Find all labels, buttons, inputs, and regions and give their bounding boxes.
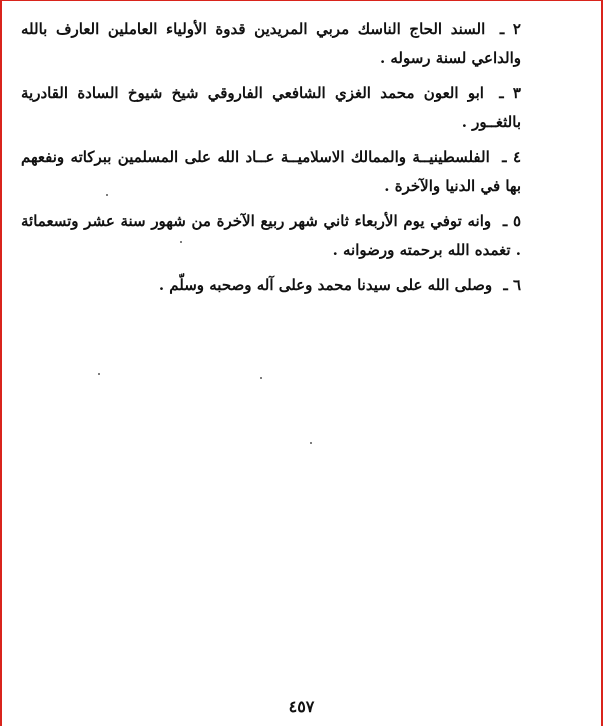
- item-number: ٥ ـ: [502, 212, 521, 230]
- item-text: وصلى الله على سيدنا محمد وعلى آله وصحبه وسلّم .: [158, 276, 493, 294]
- scan-speck: [260, 377, 262, 379]
- scan-speck: [106, 194, 108, 196]
- item-number: ٢ ـ: [499, 20, 521, 38]
- scan-speck: [310, 442, 312, 444]
- item-text: السند الحاج الناسك مربي المريدين قدوة الأولياء العاملين العارف بالله والداعي لسنة رسوله .: [21, 20, 521, 67]
- page-number: ٤٥٧: [288, 697, 315, 716]
- item-number: ٦ ـ: [503, 276, 521, 294]
- scan-speck: [180, 241, 182, 243]
- text-body: [21, 15, 521, 306]
- list-item: [21, 207, 521, 265]
- item-number: ٣ ـ: [499, 84, 521, 102]
- item-number: ٤ ـ: [502, 148, 521, 166]
- list-item: [21, 271, 521, 300]
- item-text: ابو العون محمد الغزي الشافعي الفاروقي شيخ شيوخ السادة القادرية بالثغــور .: [21, 84, 521, 131]
- list-item: [21, 15, 521, 73]
- list-item: [21, 79, 521, 137]
- item-text: وانه توفي يوم الأربعاء ثاني شهر ربيع الآخرة من شهور سنة عشر وتسعمائة . تغمده الله برحمته ورضوانه .: [21, 212, 521, 259]
- item-text: الفلسطينيــة والممالك الاسلاميــة عــاد الله على المسلمين ببركاته ونفعهم بها في الدنيا والآخرة .: [21, 148, 521, 195]
- scan-speck: [98, 373, 100, 375]
- list-item: [21, 143, 521, 201]
